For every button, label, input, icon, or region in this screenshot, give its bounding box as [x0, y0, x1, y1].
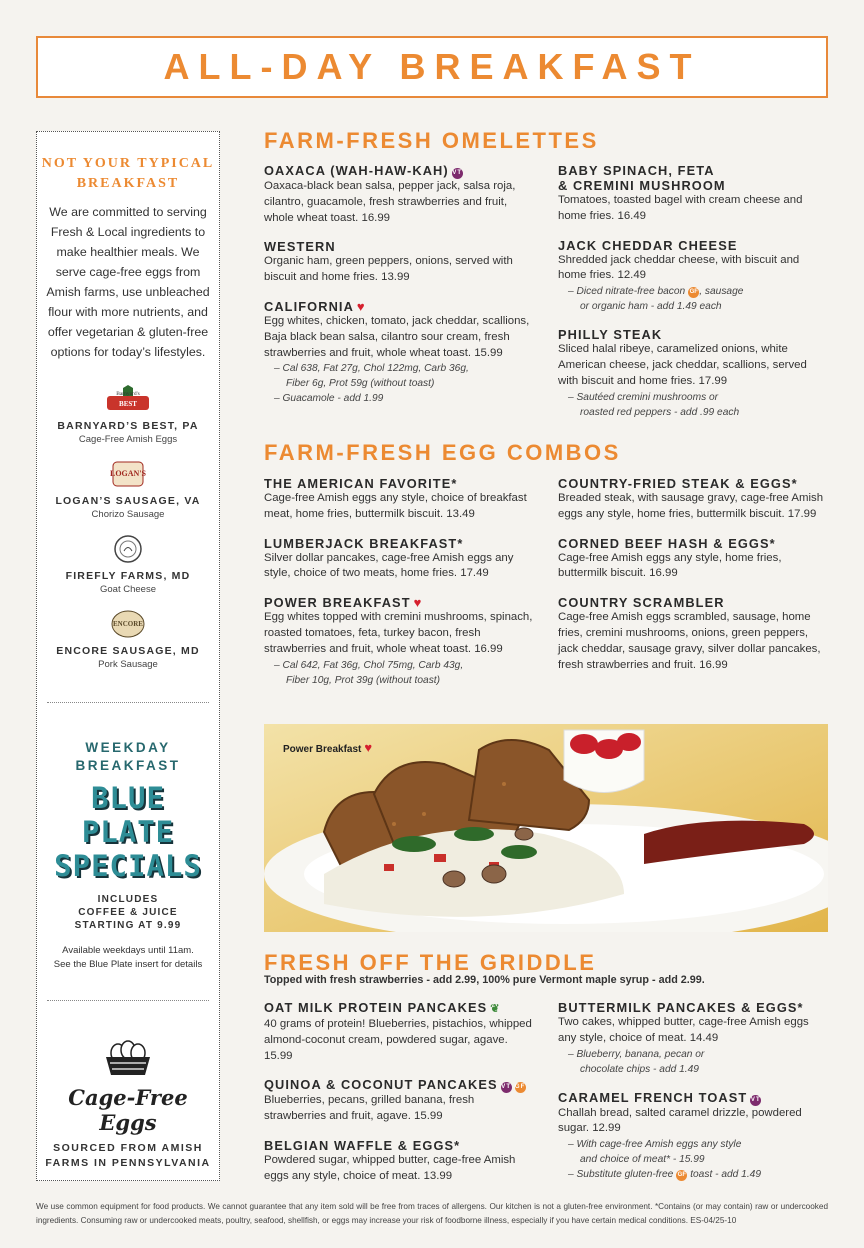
sidebar-intro: We are committed to serving Fresh & Local ingredients to make healthier meals. We serve cage-free eggs from Amish farms, use unbleached flour with more nutrients, and offer vegetarian & gluten-free options for today’s lifestyles.: [46, 205, 210, 359]
firefly-farms-logo: [105, 534, 151, 564]
item-name: QUINOA & COCONUT PANCAKES: [264, 1077, 498, 1093]
item-description: Cage-free Amish eggs scrambled, sausage, home fries, cremini mushrooms, onions, green peppers, jack cheddar, sausage gravy, silver dollar pancakes, fresh strawberries and fruit. 16.99: [558, 611, 821, 671]
partner-product: Goat Cheese: [100, 584, 156, 595]
omelettes-left-column: [264, 163, 536, 419]
egg-basket-icon: [102, 1039, 154, 1077]
breakfast-plate-image: [264, 724, 828, 932]
heart-icon: ♥: [364, 740, 373, 755]
menu-item-corned-beef-hash: [558, 536, 830, 583]
logans-logo: [105, 459, 151, 489]
griddle-left-column: [264, 1000, 536, 1198]
svg-text:ENCORE: ENCORE: [113, 620, 143, 628]
menu-item-belgian-waffle: [264, 1138, 536, 1185]
menu-item-philly-steak: [558, 327, 830, 419]
sidebar-heading: NOT YOUR TYPICAL BREAKFAST: [41, 156, 215, 191]
item-description: Breaded steak, with sausage gravy, cage-free Amish eggs any style, home fries, buttermilk biscuit. 17.99: [558, 492, 824, 520]
item-description: Silver dollar pancakes, cage-free Amish eggs any style, choice of two meats, home fries. 17.49: [264, 551, 514, 580]
item-description: Challah bread, salted caramel drizzle, powdered sugar. 12.99: [558, 1106, 802, 1135]
item-note: – Cal 642, Fat 36g, Chol 75mg, Carb 43g, Fiber 10g, Prot 39g (without toast): [274, 659, 464, 686]
menu-item-caramel-french-toast: [558, 1090, 830, 1183]
partner-barnyards-best: [37, 384, 219, 445]
allergen-disclaimer: We use common equipment for food products. We cannot guarantee that any item sold will be free from traces of allergens. Our kitchen is not a gluten-free environment. *Contains (or may contain) raw or undercooked ingredients. Consuming raw or undercooked meats, poultry, seafood, shellfish, or eggs may increase your risk of foodborne illness, especially if you have certain medical conditions. ES-04/25-10: [36, 1202, 828, 1225]
item-name: CORNED BEEF HASH & EGGS*: [558, 535, 776, 551]
cage-free-eggs-subtitle: SOURCED FROM AMISH FARMS IN PENNSYLVANIA: [45, 1142, 211, 1169]
partner-encore: [37, 609, 219, 670]
item-name: CARAMEL FRENCH TOAST: [558, 1089, 748, 1105]
item-description: Oaxaca-black bean salsa, pepper jack, salsa roja, cilantro, guacamole, fresh strawberries and fruit, whole wheat toast. 16.99: [264, 180, 516, 224]
page-title: ALL-DAY BREAKFAST: [163, 46, 701, 87]
menu-item-power-breakfast: [264, 595, 536, 687]
sidebar: [36, 131, 220, 1181]
item-note: – Sautéed cremini mushrooms or roasted red peppers - add .99 each: [568, 391, 740, 418]
griddle-subtitle: Topped with fresh strawberries - add 2.99, 100% pure Vermont maple syrup - add 2.99.: [264, 974, 705, 986]
item-description: Cage-free Amish eggs any style, home fries, buttermilk biscuit. 16.99: [558, 551, 782, 580]
vegetarian-icon: VT: [501, 1082, 512, 1093]
gluten-free-icon: GF: [676, 1170, 687, 1181]
partner-name: BARNYARD’S BEST, PA: [57, 420, 199, 432]
partner-firefly: [37, 534, 219, 595]
item-name: WESTERN: [264, 239, 336, 255]
partner-product: Pork Sausage: [98, 659, 158, 670]
barnyards-best-logo: [105, 384, 151, 414]
svg-text:Barnyard's: Barnyard's: [116, 391, 140, 397]
vegetarian-icon: VT: [750, 1095, 761, 1106]
page-title-box: [36, 36, 828, 98]
gluten-free-icon: GF: [515, 1082, 526, 1093]
weekday-breakfast-heading: WEEKDAY BREAKFAST: [75, 740, 181, 773]
menu-item-baby-spinach: [558, 163, 830, 225]
combos-right-column: [558, 476, 830, 686]
menu-item-buttermilk-pancakes: [558, 1000, 830, 1077]
item-description: Sliced halal ribeye, caramelized onions, white American cheese, jack cheddar, scallions, served with biscuit and home fries. 17.99: [558, 343, 807, 387]
section-title-omelettes: FARM-FRESH OMELETTES: [264, 128, 599, 153]
item-description: Blueberries, pecans, grilled banana, fresh strawberries and fruit, agave. 15.99: [264, 1094, 475, 1123]
power-breakfast-photo: [264, 724, 828, 932]
griddle-right-column: [558, 1000, 830, 1195]
encore-sausage-logo: [105, 609, 151, 639]
cage-free-eggs-title: Cage-Free Eggs: [68, 1085, 188, 1135]
item-note: – Blueberry, banana, pecan or chocolate chips - add 1.49: [568, 1048, 705, 1075]
item-name: CALIFORNIA: [264, 298, 354, 314]
menu-item-western: [264, 239, 536, 286]
item-name: JACK CHEDDAR CHEESE: [558, 237, 738, 253]
menu-item-country-fried-steak: [558, 476, 830, 523]
svg-text:LOGAN'S: LOGAN'S: [109, 469, 147, 478]
sidebar-divider: [47, 1000, 209, 1001]
combos-left-column: [264, 476, 536, 701]
menu-item-california: [264, 299, 536, 406]
item-name: BABY SPINACH, FETA & CREMINI MUSHROOM: [558, 163, 726, 193]
menu-item-american-favorite: [264, 476, 536, 523]
item-name: PHILLY STEAK: [558, 327, 663, 343]
partner-name: LOGAN’S SAUSAGE, VA: [55, 495, 201, 507]
item-description: Organic ham, green peppers, onions, served with biscuit and home fries. 13.99: [264, 255, 513, 284]
item-description: 40 grams of protein! Blueberries, pistachios, whipped almond-coconut cream, powdered sugar, agave. 15.99: [264, 1018, 532, 1062]
gluten-free-icon: GF: [688, 287, 699, 298]
item-name: THE AMERICAN FAVORITE*: [264, 476, 458, 491]
partner-name: FIREFLY FARMS, MD: [65, 570, 191, 582]
blue-plate-availability: Available weekdays until 11am. See the Blue Plate insert for details: [53, 945, 203, 970]
menu-item-oaxaca: [264, 163, 536, 226]
partner-product: Chorizo Sausage: [91, 509, 165, 520]
svg-text:BEST: BEST: [119, 400, 137, 408]
item-description: Tomatoes, toasted bagel with cream cheese and home fries. 16.49: [558, 194, 803, 222]
partner-product: Cage-Free Amish Eggs: [78, 434, 178, 445]
omelettes-right-column: [558, 163, 830, 433]
heart-icon: ♥: [356, 298, 366, 314]
blue-plate-specials-logo: BLUE PLATE SPECIALS: [54, 781, 202, 883]
blue-plate-includes: INCLUDES COFFEE & JUICE STARTING AT 9.99: [74, 894, 182, 931]
item-description: Egg whites topped with cremini mushrooms, spinach, roasted tomatoes, feta, turkey bacon, fresh strawberries and fruit, whole wheat toast. 16.99: [264, 611, 533, 655]
section-title-griddle: FRESH OFF THE GRIDDLE: [264, 950, 597, 975]
section-title-egg-combos: FARM-FRESH EGG COMBOS: [264, 440, 621, 465]
item-name: POWER BREAKFAST: [264, 595, 411, 611]
item-name: BUTTERMILK PANCAKES & EGGS*: [558, 1000, 804, 1015]
item-description: Shredded jack cheddar cheese, with biscuit and home fries. 12.49: [558, 253, 800, 282]
item-name: LUMBERJACK BREAKFAST*: [264, 535, 464, 551]
menu-item-lumberjack: [264, 536, 536, 583]
item-name: COUNTRY SCRAMBLER: [558, 595, 725, 611]
item-name: OAXACA (WAH-HAW-KAH): [264, 163, 449, 178]
item-note: – With cage-free Amish eggs any style and choice of meat* - 15.99 – Substitute gluten-free GF toast - add 1.49: [568, 1139, 761, 1181]
menu-item-oat-milk-pancakes: [264, 1000, 536, 1064]
heart-icon: ♥: [413, 595, 423, 611]
vegetarian-icon: VT: [452, 168, 463, 179]
item-note: – Cal 638, Fat 27g, Chol 122mg, Carb 36g, Fiber 6g, Prot 59g (without toast) – Guacamole - add 1.99: [274, 363, 469, 405]
photo-caption: Power Breakfast ♥: [283, 740, 373, 755]
item-name: COUNTRY-FRIED STEAK & EGGS*: [558, 476, 798, 491]
item-note: – Diced nitrate-free bacon GF, sausage or organic ham - add 1.49 each: [568, 286, 744, 313]
item-name: BELGIAN WAFFLE & EGGS*: [264, 1137, 461, 1153]
partner-logans: [37, 459, 219, 520]
item-description: Two cakes, whipped butter, cage-free Amish eggs any style, choice of meat. 14.49: [558, 1016, 809, 1044]
item-description: Powdered sugar, whipped butter, cage-free Amish eggs any style, choice of meat. 13.99: [264, 1153, 516, 1182]
item-name: OAT MILK PROTEIN PANCAKES: [264, 1000, 488, 1015]
menu-item-country-scrambler: [558, 595, 830, 673]
item-description: Cage-free Amish eggs any style, choice of breakfast meat, home fries, buttermilk biscuit. 13.49: [264, 492, 527, 520]
leaf-icon: ❦: [490, 1003, 501, 1015]
sidebar-divider: [47, 702, 209, 703]
item-description: Egg whites, chicken, tomato, jack cheddar, scallions, Baja black bean salsa, cilantro sour cream, fresh strawberries and fruit, whole wheat toast. 15.99: [264, 314, 530, 359]
menu-item-quinoa-pancakes: [264, 1077, 536, 1125]
partner-name: ENCORE SAUSAGE, MD: [56, 645, 200, 657]
menu-item-jack-cheddar: [558, 238, 830, 315]
